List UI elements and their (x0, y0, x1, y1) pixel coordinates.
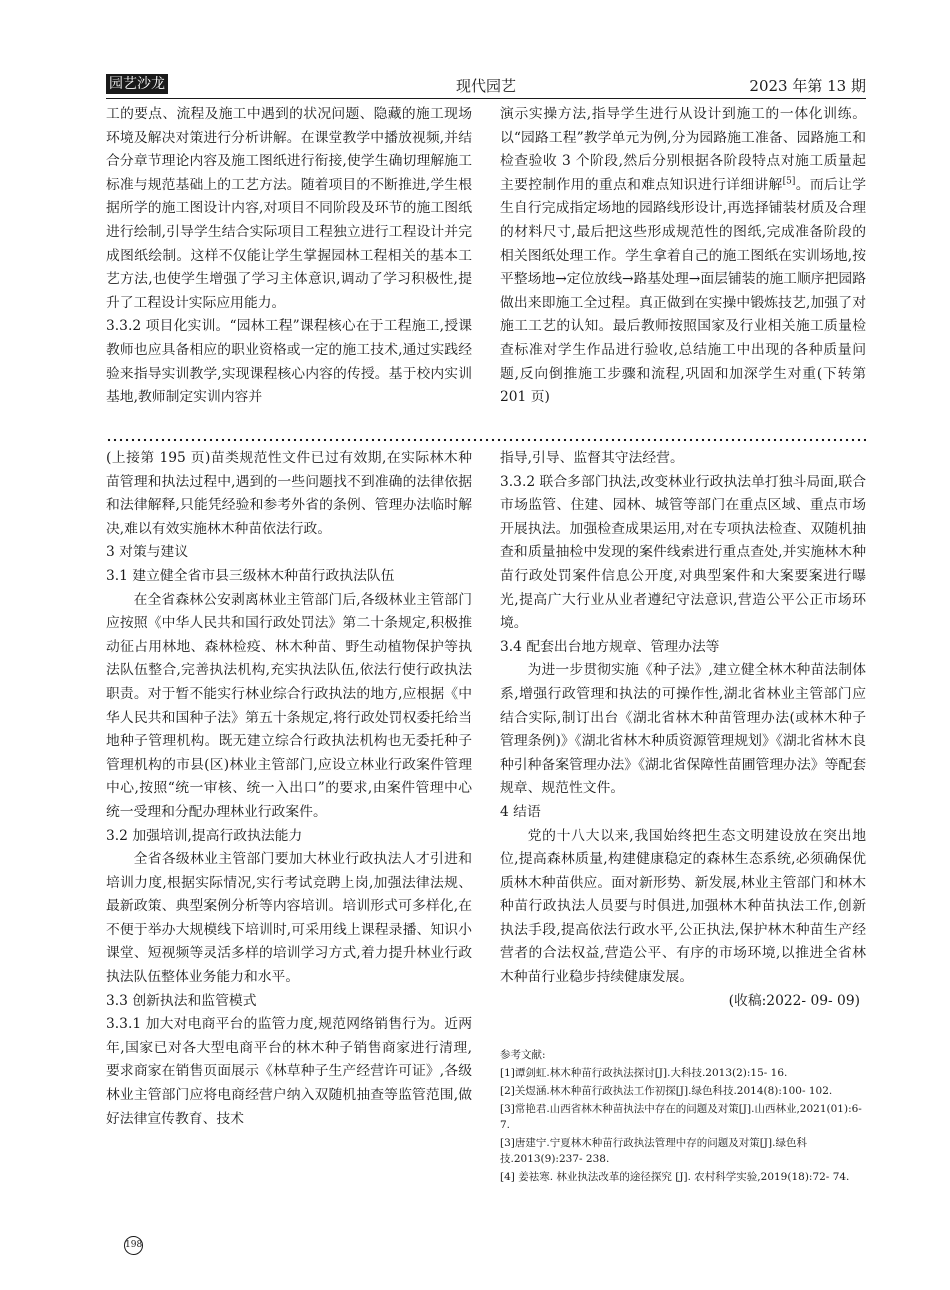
paragraph-text: 演示实操方法,指导学生进行从设计到施工的一体化训练。以“园路工程”教学单元为例,分为园路施工准备、园路施工和检查验收 3 个阶段,然后分别根据各阶段特点对施工质量起主要控制作用的重点和难点知识进行详细讲解 (500, 106, 866, 193)
subsection-heading: 3.1 建立健全省市县三级林木种苗行政执法队伍 (106, 567, 395, 584)
column-bottom-right (500, 447, 866, 1013)
reference-item: [1]谭剑虹.林木种苗行政执法探讨[J].大科技.2013(2):15- 16. (500, 1067, 788, 1079)
citation-mark: [5] (782, 176, 796, 187)
paragraph: 3.3.1 加大对电商平台的监管力度,规范网络销售行为。近两年,国家已对各大型电商平台的林木种子销售商家进行清理,要求商家在销售页面展示《林草种子生产经营许可证》,各级林业主管部门应将电商经营户纳入双随机抽查等监管范围,做好法律宣传教育、技术 (106, 1016, 472, 1127)
journal-name: 现代园艺 (455, 77, 516, 95)
issue-label: 2023 年第 13 期 (749, 77, 866, 95)
paragraph: (上接第 195 页)苗类规范性文件已过有效期,在实际林木种苗管理和执法过程中,遇到的一些问题找不到准确的法律依据和法律解释,只能凭经验和参考外省的条例、管理办法临时解决,难以有效实施林木种苗依法行政。 (106, 450, 472, 537)
column-top-right (500, 103, 866, 410)
received-date: (收稿:2022- 09- 09) (728, 992, 860, 1009)
section-heading: 3 对策与建议 (106, 544, 189, 561)
paragraph: 工的要点、流程及施工中遇到的状况问题、隐藏的施工现场环境及解决对策进行分析讲解。在课堂教学中播放视频,并结合分章节理论内容及施工图纸进行衔接,使学生确切理解施工标准与规范基础上的工艺方法。随着项目的不断推进,学生根据所学的施工图设计内容,对项目不同阶段及环节的施工图纸进行绘制,引导学生结合实际项目工程独立进行工程设计并完成图纸绘制。这样不仅能让学生掌握园林工程相关的基本工艺方法,也使学生增强了学习主体意识,调动了学习积极性,提升了工程设计实际应用能力。 (106, 106, 472, 311)
paragraph: 指导,引导、监督其守法经营。 (500, 450, 684, 466)
article-divider (106, 437, 866, 443)
paragraph: 党的十八大以来,我国始终把生态文明建设放在突出地位,提高森林质量,构建健康稳定的森林生态系统,必须确保优质林木种苗供应。面对新形势、新发展,林业主管部门和林木种苗行政执法人员要与时俱进,加强林木种苗执法工作,创新执法手段,提高依法行政水平,公正执法,保护林木种苗生产经营者的合法权益,营造公平、有序的市场环境,以推进全省林木种苗行业稳步持续健康发展。 (500, 827, 866, 986)
column-top-left (106, 103, 472, 410)
references (500, 1047, 866, 1187)
section-tag: 园艺沙龙 (106, 74, 168, 94)
paragraph: 全省各级林业主管部门要加大林业行政执法人才引进和培训力度,根据实际情况,实行考试竞聘上岗,加强法律法规、最新政策、典型案例分析等内容培训。培训形式可多样化,在不便于举办大规模线下培训时,可采用线上课程录播、知识小课堂、短视频等灵活多样的培训学习方式,着力提升林业行政执法队伍整体业务能力和水平。 (106, 851, 472, 986)
page-header (106, 70, 866, 100)
paragraph: 3.3.2 项目化实训。“园林工程”课程核心在于工程施工,授课教师也应具备相应的职业资格或一定的施工技术,通过实践经验来指导实训教学,实现课程核心内容的传授。基于校内实训基地,教师制定实训内容并 (106, 318, 472, 406)
reference-item: [4] 姜祛寒. 林业执法改革的途径探究 [J]. 农村科学实验,2019(18):72- 74. (500, 1171, 850, 1183)
paragraph (500, 103, 866, 410)
references-title: 参考文献: (500, 1049, 546, 1061)
subsection-heading: 3.4 配套出台地方规章、管理办法等 (500, 638, 720, 655)
paragraph: 为进一步贯彻实施《种子法》,建立健全林木种苗法制体系,增强行政管理和执法的可操作性,湖北省林业主管部门应结合实际,制订出台《湖北省林木种苗管理办法(或林木种子管理条例)》《湖北省林木种质资源管理规划》《湖北省林木良种引种备案管理办法》《湖北省保障性苗圃管理办法》等配套规章、规范性文件。 (500, 662, 866, 797)
reference-item: [3]唐建宁.宁夏林木种苗行政执法管理中存的问题及对策[J].绿色科技.2013(9):237- 238. (500, 1137, 807, 1165)
subsection-heading: 3.3 创新执法和监管模式 (106, 992, 257, 1009)
page-number: 198 (124, 1236, 143, 1255)
column-bottom-left (106, 447, 472, 1131)
reference-item: [3]常艳君.山西省林木种苗执法中存在的问题及对策[J].山西林业,2021(01):6- 7. (500, 1103, 862, 1131)
reference-item: [2]关煜涵.林木种苗行政执法工作初探[J].绿色科技.2014(8):100- 102. (500, 1085, 833, 1097)
paragraph: 3.3.2 联合多部门执法,改变林业行政执法单打独斗局面,联合市场监管、住建、园林、城管等部门在重点区域、重点市场开展执法。加强检查成果运用,对在专项执法检查、双随机抽查和质量抽检中发现的案件线索进行重点查处,并实施林木种苗行政处罚案件信息公开度,对典型案件和大案要案进行曝光,提高广大行业从业者遵纪守法意识,营造公平公正市场环境。 (500, 473, 866, 632)
paragraph: 在全省森林公安剥离林业主管部门后,各级林业主管部门应按照《中华人民共和国行政处罚法》第二十条规定,积极推动征占用林地、森林检疫、林木种苗、野生动植物保护等执法队伍整合,完善执法机构,充实执法队伍,依法行使行政执法职责。对于暂不能实行林业综合行政执法的地方,应根据《中华人民共和国种子法》第五十条规定,将行政处罚权委托给当地种子管理机构。既无建立综合行政执法机构也无委托种子管理机构的市县(区)林业主管部门,应设立林业行政案件管理中心,按照“统一审核、统一入出口”的要求,由案件管理中心统一受理和分配办理林业行政案件。 (106, 591, 472, 820)
section-heading: 4 结语 (500, 803, 541, 820)
subsection-heading: 3.2 加强培训,提高行政执法能力 (106, 827, 303, 844)
header-rule (106, 98, 866, 99)
paragraph-text: 。而后让学生自行完成指定场地的园路线形设计,再选择铺装材质及合理的材料尺寸,最后把这些形成规范性的图纸,完成准备阶段的相关图纸处理工作。学生拿着自己的施工图纸在实训场地,按平整场地→定位放线→路基处理→面层铺装的施工顺序把园路做出来即施工全过程。真正做到在实操中锻炼技艺,加强了对施工工艺的认知。最后教师按照国家及行业相关施工质量检查标准对学生作品进行验收,总结施工中出现的各种质量问题,反向倒推施工步骤和流程,巩固和加深学生对重(下转第 201 页) (500, 176, 867, 406)
